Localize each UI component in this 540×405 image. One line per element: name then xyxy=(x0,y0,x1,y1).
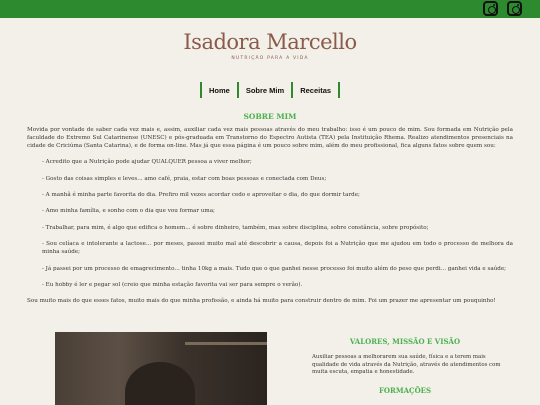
brand-name: Isadora Marcello xyxy=(183,30,357,54)
list-item: - Já passei por um processo de emagrecimento... tinha 10kg a mais. Tudo que o que ganhei nesse processo foi muito além do peso que perdi... ganhei vida e saúde; xyxy=(42,265,507,272)
values-text: Auxiliar pessoas a melhorarem sua saúde, física e a terem mais qualidade de vida através da Nutrição, através de atendimentos com muita escuta, empatia e honestidade. xyxy=(312,354,501,376)
list-item: - A manhã é minha parte favorita do dia. Prefiro mil vezes acordar cedo e aproveitar o dia, do que dormir tarde; xyxy=(42,192,360,199)
main-nav xyxy=(200,82,340,98)
formacoes-title: FORMAÇÕES xyxy=(378,386,432,395)
values-title: VALORES, MISSÃO E VISÃO xyxy=(349,337,461,346)
about-closing: Sou muito mais do que esses fatos, muito mais do que minha profissão, e ainda há muito para construir dentro de mim. Foi um prazer me apresentar um pouquinho! xyxy=(27,298,496,305)
brand-logo[interactable] xyxy=(0,29,540,61)
instagram-icon[interactable] xyxy=(507,1,522,16)
about-content xyxy=(27,127,513,315)
profile-photo xyxy=(55,332,267,405)
list-item: - Amo minha família, e sonho com o dia que vou formar uma; xyxy=(42,208,215,215)
list-item: - Acredito que a Nutrição pode ajudar QUALQUER pessoa a viver melhor; xyxy=(42,159,252,166)
about-title: SOBRE MIM xyxy=(243,112,297,121)
list-item: - Gosto das coisas simples e leves... amo café, praia, estar com boas pessoas e conectada com Deus; xyxy=(42,175,327,182)
nav-item-receitas[interactable]: Receitas xyxy=(300,85,332,95)
top-bar xyxy=(0,0,540,18)
nav-item-home[interactable]: Home xyxy=(209,85,230,95)
instagram-icon[interactable] xyxy=(483,1,498,16)
list-item: - Eu hobby é ler e pegar sol (creio que minha estação favorita vai ser para sempre o verão). xyxy=(42,281,303,288)
nav-item-sobre-mim[interactable]: Sobre Mim xyxy=(245,85,285,95)
nav-divider xyxy=(338,82,340,98)
brand-tagline: NUTRIÇÃO PARA A VIDA xyxy=(231,56,309,61)
list-item: - Sou celíaca e intolerante a lactose... por meses, passei muito mal até descobrir a causa, depois foi a Nutrição que me ajudou em todo o processo de melhora da minha saúde; xyxy=(42,241,513,256)
facts-list xyxy=(27,159,513,290)
list-item: - Trabalhar, para mim, é algo que edifica o homem... é sobre dinheiro, também, mas sobre disciplina, sobre constância, sobre propósito; xyxy=(42,224,429,231)
about-intro: Movida por vontade de saber cada vez mais e, assim, auxiliar cada vez mais pessoas através do meu trabalho: isso é um pouco de mim. Sou formada em Nutrição pela faculdade do Extremo Sul Catarinense (UNESC) e pós-graduada em Transtorno do Espectro Autista (TEA) pela Instituição Rhema. Realizo atendimentos presenciais na cidade de Criciúma (Santa Catarina), e de forma on-line. Mas já que essa página é um pouco sobre mim, além do meu profissional, fica alguns fatos sobre quem sou: xyxy=(27,127,513,149)
photo-shelf xyxy=(185,342,267,345)
